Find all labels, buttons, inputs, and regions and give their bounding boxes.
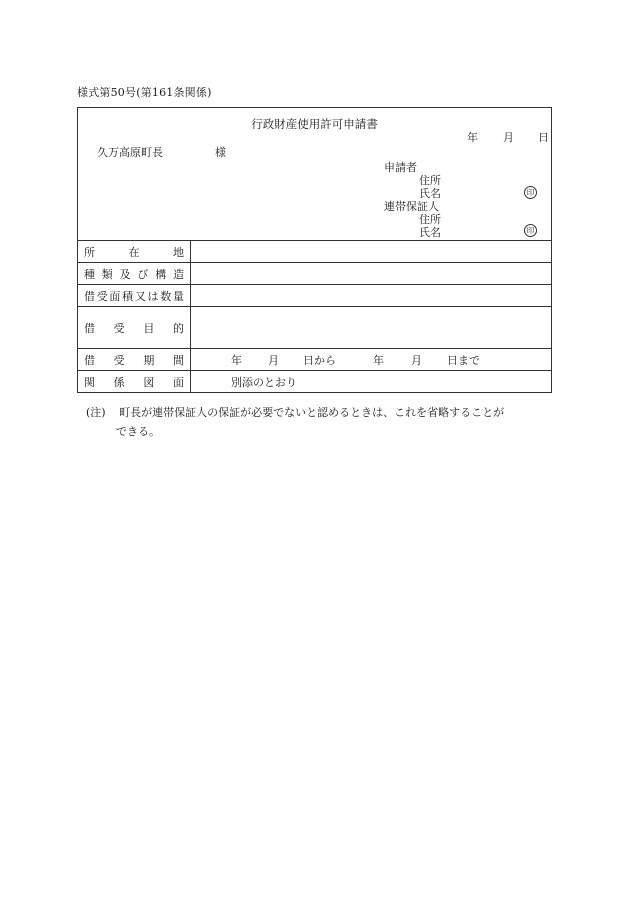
table-row <box>78 241 551 263</box>
table-row <box>78 349 551 371</box>
addressee: 久万高原町長 <box>97 146 163 159</box>
row-label-area-quantity <box>78 285 191 306</box>
footnote-text-1: 町長が連帯保証人の保証が必要でないと認めるときは、これを省略することが <box>119 406 505 419</box>
label-spread <box>84 266 184 282</box>
table-row <box>78 371 551 393</box>
guarantor-name-label: 氏名 <box>419 226 441 239</box>
form-number: 様式第50号(第161条関係) <box>77 86 212 99</box>
label-char: 又 <box>134 289 146 303</box>
label-char: 類 <box>101 267 113 281</box>
label-char: 的 <box>172 321 184 335</box>
date-day: 日 <box>538 131 549 144</box>
label-char: 係 <box>113 376 125 389</box>
row-label-purpose <box>78 307 191 348</box>
label-char: 面 <box>172 376 184 389</box>
row-label-drawings <box>78 371 191 393</box>
label-char: 間 <box>172 353 184 367</box>
drawings-value: 別添のとおり <box>231 376 297 389</box>
table-row <box>78 285 551 307</box>
table-row <box>78 263 551 285</box>
row-label-location <box>78 241 191 262</box>
footnote-line-2: できる。 <box>116 425 160 438</box>
label-char: 借 <box>84 289 95 303</box>
date-month: 月 <box>503 131 514 144</box>
date-year: 年 <box>467 131 478 144</box>
period-start-month: 月 <box>268 353 279 367</box>
table-row <box>78 307 551 349</box>
label-char: 積 <box>122 289 134 303</box>
label-char: 種 <box>84 267 95 281</box>
purpose-field[interactable] <box>191 307 551 348</box>
label-char: 地 <box>173 245 184 259</box>
applicant-seal-icon: 印 <box>524 186 537 199</box>
label-char: 所 <box>84 245 95 259</box>
applicant-address-label: 住所 <box>419 174 441 187</box>
footnote-line-1 <box>86 403 556 422</box>
row-label-type-structure <box>78 263 191 284</box>
label-char: 構 <box>155 267 167 281</box>
footnote-marker: (注) <box>86 406 106 419</box>
label-char: 図 <box>143 376 155 389</box>
period-end-month: 月 <box>411 353 422 367</box>
label-spread <box>84 374 184 390</box>
footnote <box>86 403 556 441</box>
applicant-label: 申請者 <box>384 161 417 174</box>
label-char: 期 <box>143 353 155 367</box>
period-start-day: 日から <box>303 353 336 367</box>
type-structure-field[interactable] <box>191 263 551 284</box>
label-char: 受 <box>96 289 108 303</box>
form-title: 行政財産使用許可申請書 <box>251 117 378 131</box>
label-char: 及 <box>119 267 131 281</box>
guarantor-address-label: 住所 <box>419 213 441 226</box>
applicant-name-label: 氏名 <box>419 187 441 200</box>
form-header <box>78 108 551 241</box>
label-char: 関 <box>84 376 95 389</box>
label-spread <box>84 288 184 304</box>
label-spread <box>84 352 184 368</box>
label-char: 数 <box>160 289 172 303</box>
guarantor-label: 連帯保証人 <box>384 200 439 213</box>
label-char: 量 <box>172 289 184 303</box>
location-field[interactable] <box>191 241 551 262</box>
period-end-day: 日まで <box>447 353 480 367</box>
period-start-year: 年 <box>231 353 242 367</box>
area-quantity-field[interactable] <box>191 285 551 306</box>
label-spread <box>84 320 184 336</box>
label-char: 在 <box>128 245 140 259</box>
drawings-field[interactable] <box>191 371 551 393</box>
label-char: 受 <box>113 353 125 367</box>
label-char: 造 <box>172 267 184 281</box>
label-char: は <box>147 289 159 303</box>
label-char: び <box>137 267 149 281</box>
label-char: 借 <box>84 321 95 335</box>
period-field[interactable] <box>191 349 551 370</box>
application-form <box>77 107 552 393</box>
guarantor-seal-icon: 印 <box>524 224 537 237</box>
label-char: 受 <box>113 321 125 335</box>
label-char: 借 <box>84 353 95 367</box>
row-label-period <box>78 349 191 370</box>
period-end-year: 年 <box>373 353 384 367</box>
addressee-suffix: 様 <box>215 146 226 159</box>
label-char: 面 <box>109 289 121 303</box>
label-char: 目 <box>143 321 155 335</box>
label-spread <box>84 244 184 260</box>
